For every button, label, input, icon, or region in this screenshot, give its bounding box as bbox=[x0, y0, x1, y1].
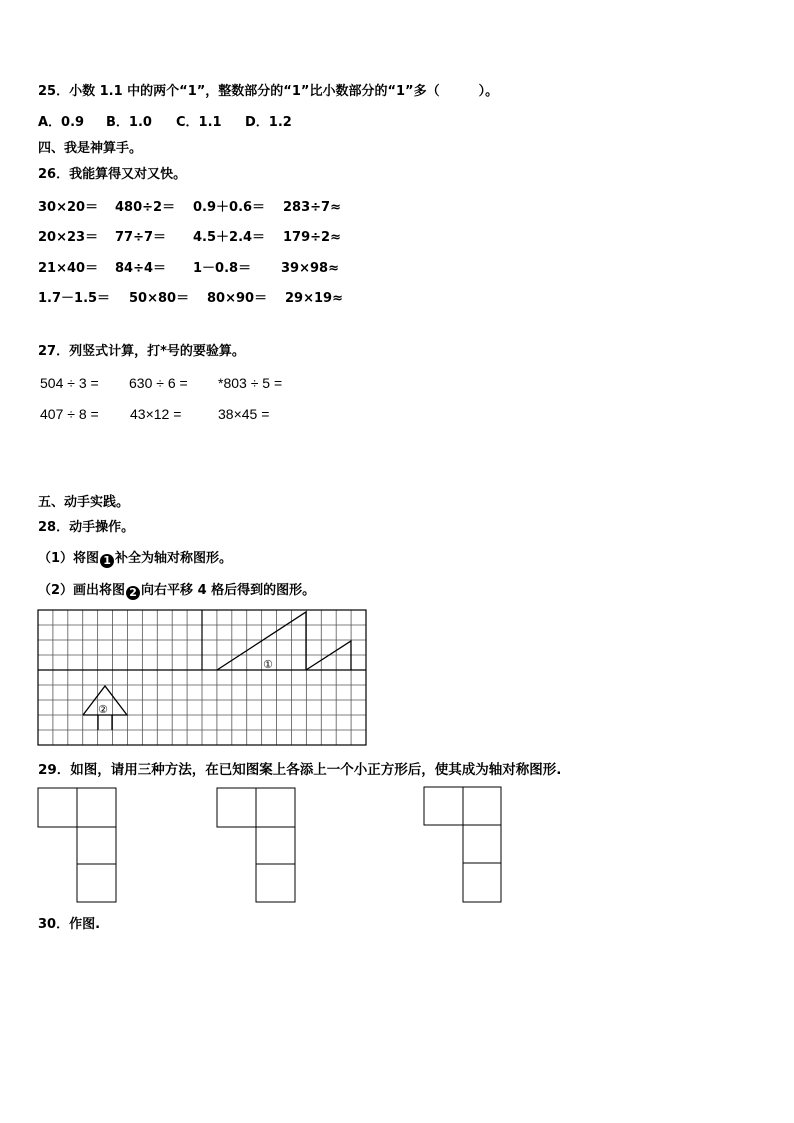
figure-2-label: ② bbox=[98, 703, 108, 716]
q26-item: 480÷2＝ bbox=[115, 200, 176, 215]
q26-item: 80×90＝ bbox=[207, 291, 268, 306]
q25-option-b: B．1.0 bbox=[106, 115, 152, 130]
figure-1-label: ① bbox=[263, 658, 273, 671]
q26-item: 179÷2≈ bbox=[283, 230, 341, 245]
section-4-heading: 四、我是神算手。 bbox=[38, 141, 143, 156]
circled-number-2-icon: 2 bbox=[126, 586, 140, 600]
q26-item: 1－0.8＝ bbox=[193, 261, 252, 276]
q27-item: 504 ÷ 3 = bbox=[40, 375, 99, 391]
q29-figure-c bbox=[424, 787, 501, 902]
q26-item: 1.7－1.5＝ bbox=[38, 291, 111, 306]
q29-figure-b bbox=[217, 788, 295, 902]
q30-title: 30．作图. bbox=[38, 917, 101, 932]
q26-item: 283÷7≈ bbox=[283, 200, 341, 215]
q26-item: 39×98≈ bbox=[281, 261, 339, 276]
q26-item: 4.5＋2.4＝ bbox=[193, 230, 266, 245]
q28-sub-2-before: （2）画出将图 bbox=[38, 583, 126, 598]
q25-option-c: C．1.1 bbox=[176, 115, 222, 130]
q28-sub-1-after: 补全为轴对称图形。 bbox=[115, 551, 233, 566]
q27-item: 407 ÷ 8 = bbox=[40, 406, 99, 422]
q25-option-d: D．1.2 bbox=[245, 115, 292, 130]
section-5-heading: 五、动手实践。 bbox=[38, 495, 130, 510]
q27-item: 630 ÷ 6 = bbox=[129, 375, 188, 391]
q26-item: 29×19≈ bbox=[285, 291, 343, 306]
q26-item: 50×80＝ bbox=[129, 291, 190, 306]
q26-title: 26．我能算得又对又快。 bbox=[38, 167, 187, 182]
circled-number-1-icon: 1 bbox=[100, 554, 114, 568]
q26-item: 21×40＝ bbox=[38, 261, 99, 276]
q27-title: 27．列竖式计算，打*号的要验算。 bbox=[38, 344, 245, 359]
q25-text: 25．小数 1.1 中的两个“1”，整数部分的“1”比小数部分的“1”多（ ）。 bbox=[38, 84, 499, 99]
q27-item: *803 ÷ 5 = bbox=[218, 375, 283, 391]
q27-item: 38×45 = bbox=[218, 406, 270, 422]
q26-item: 77÷7＝ bbox=[115, 230, 167, 245]
q28-sub-1-before: （1）将图 bbox=[38, 551, 100, 566]
q29-title: 29．如图，请用三种方法，在已知图案上各添上一个小正方形后，使其成为轴对称图形. bbox=[38, 762, 562, 778]
q26-item: 84÷4＝ bbox=[115, 261, 167, 276]
q28-title: 28．动手操作。 bbox=[38, 520, 135, 535]
q26-item: 0.9＋0.6＝ bbox=[193, 200, 266, 215]
q28-sub-2-after: 向右平移 4 格后得到的图形。 bbox=[141, 583, 316, 598]
q29-figure-a bbox=[38, 788, 116, 902]
q26-item: 30×20＝ bbox=[38, 200, 99, 215]
q26-item: 20×23＝ bbox=[38, 230, 99, 245]
q27-item: 43×12 = bbox=[130, 406, 182, 422]
q25-option-a: A．0.9 bbox=[38, 115, 85, 130]
